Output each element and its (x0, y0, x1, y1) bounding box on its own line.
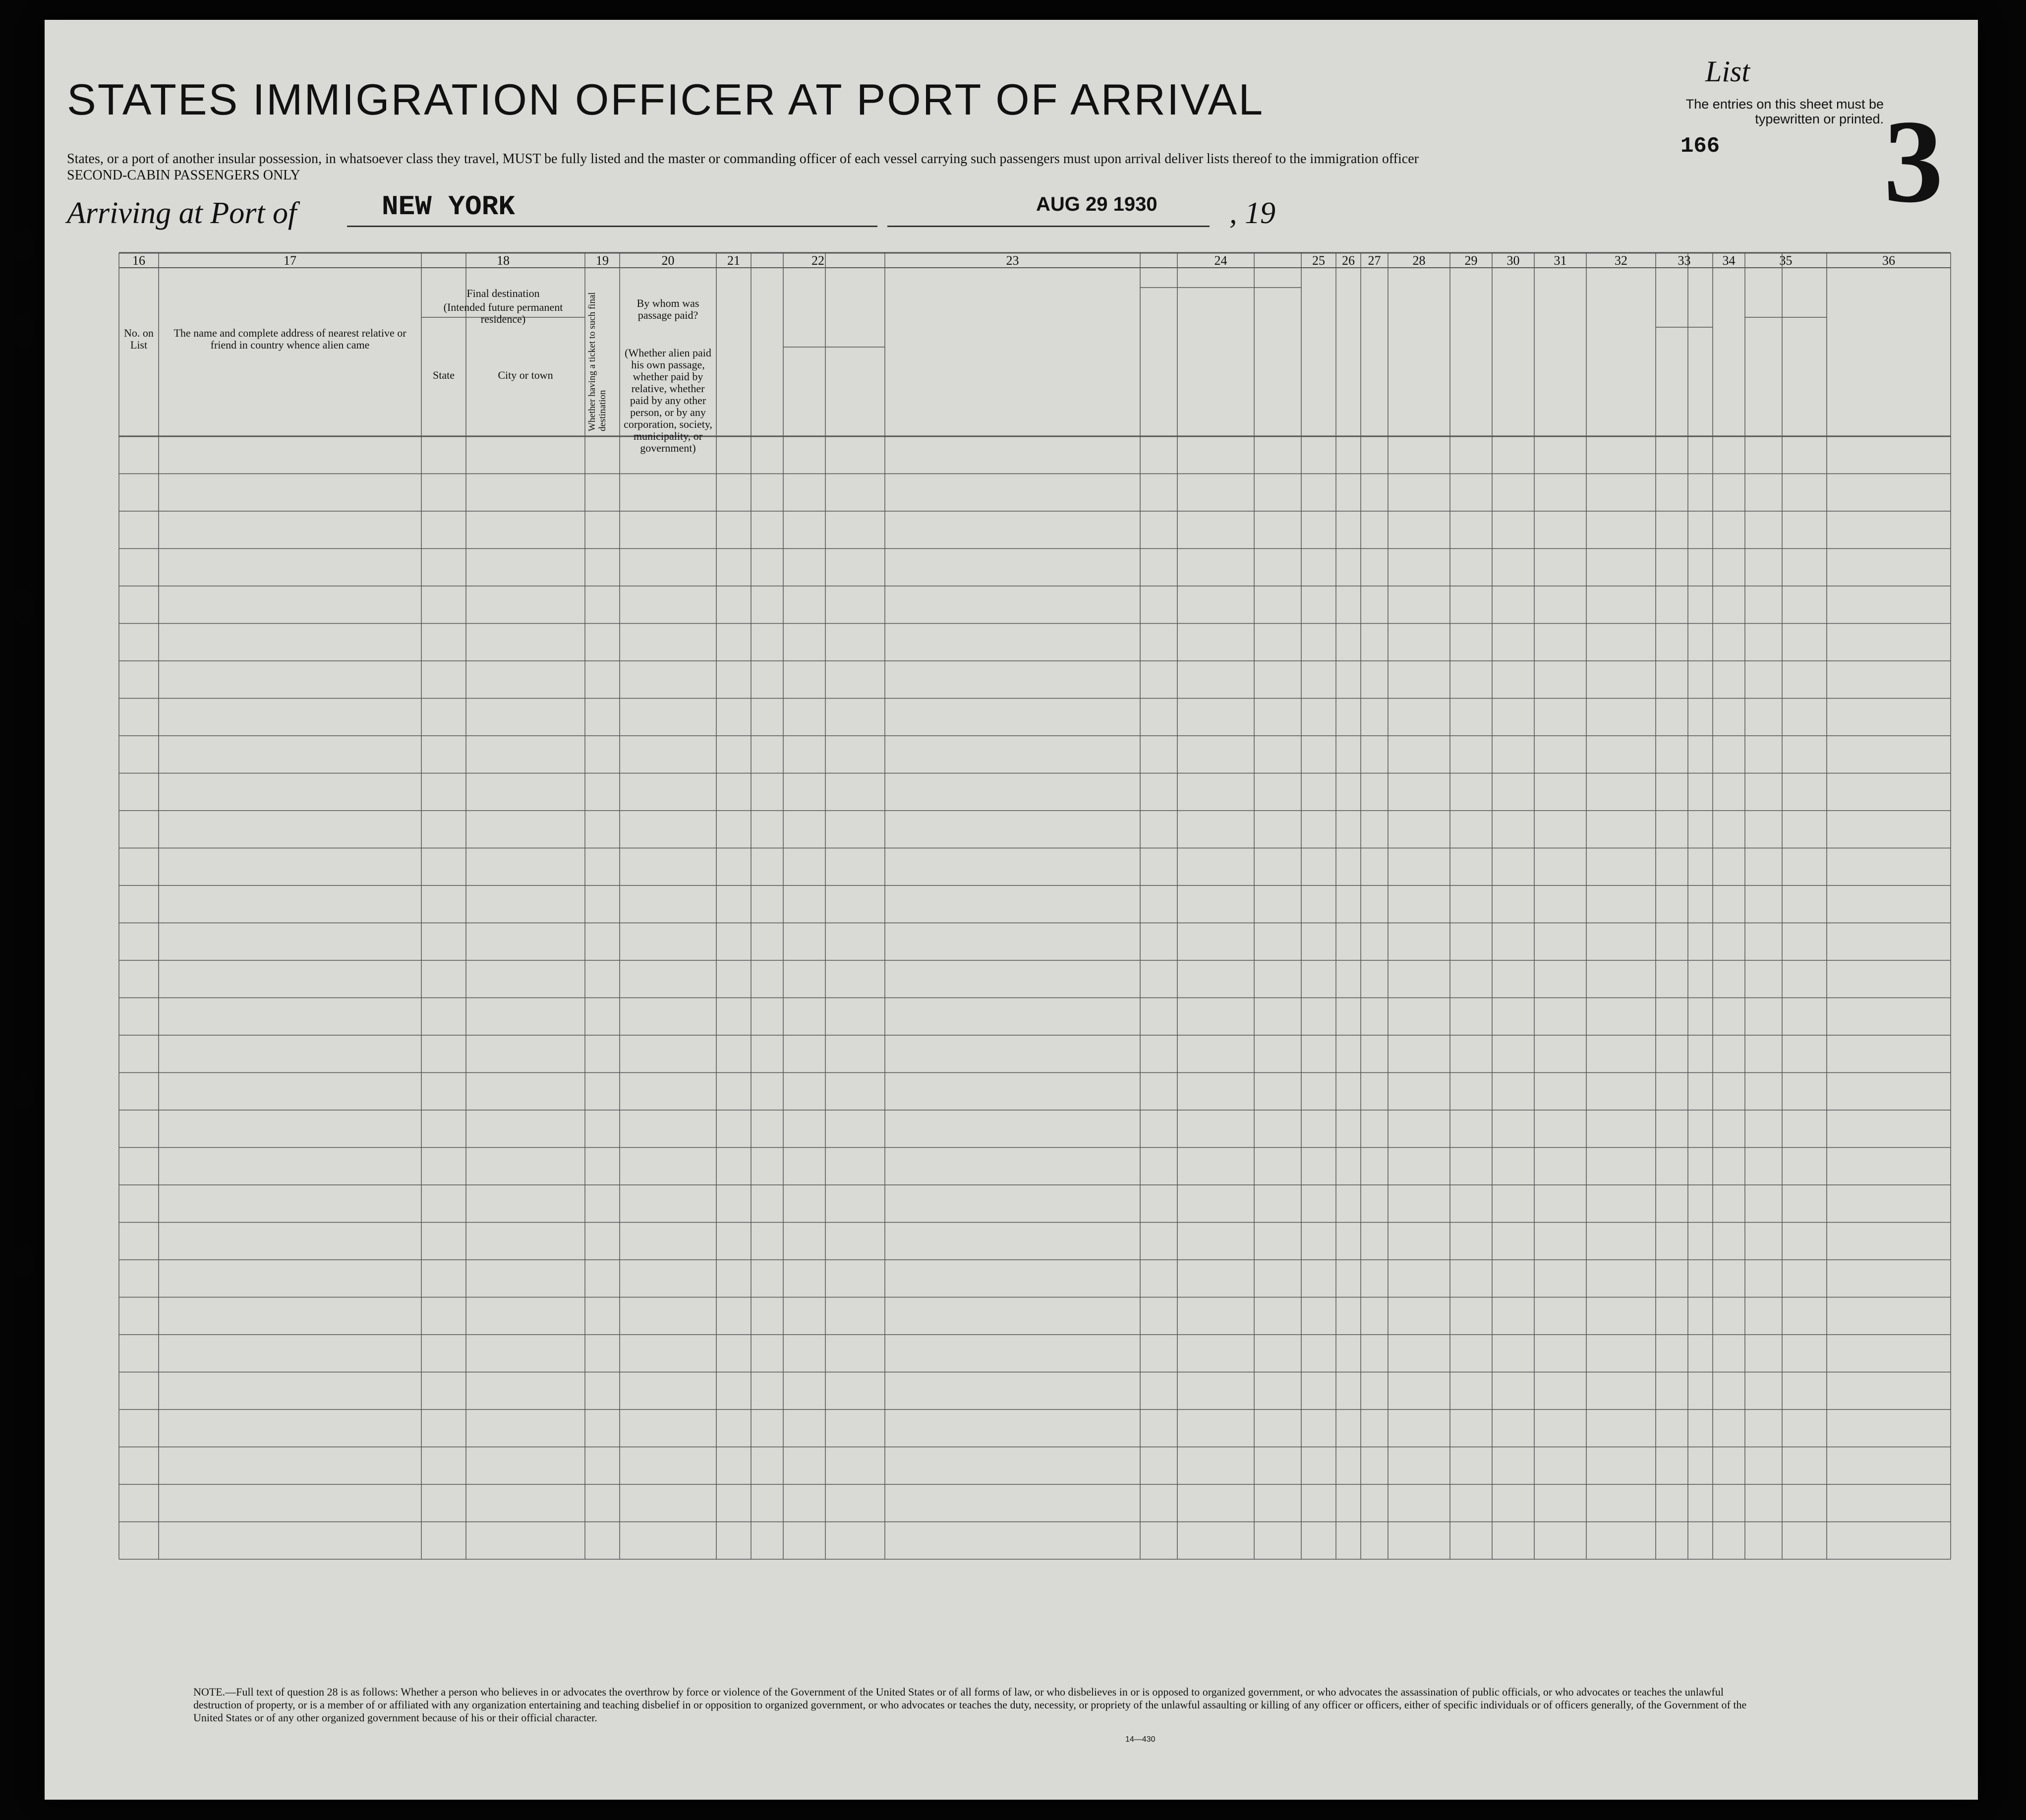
instruction-line: States, or a port of another insular possession, in whatsoever class they travel, MUST be fully listed and the master or commanding officer of each vessel carrying such passengers must upon arrival deliver lists thereof to the immigration officer (67, 151, 1419, 167)
column-number-30: 30 (1506, 253, 1520, 268)
year-prefix: , 19 (1229, 196, 1275, 230)
column-number-25: 25 (1312, 253, 1325, 268)
column-number-27: 27 (1368, 253, 1381, 268)
footnote: NOTE.—Full text of question 28 is as follows: Whether a person who believes in or advocates the overthrow by force or violence of the Government of the United States or of all forms of law, or who disbelieves in or is opposed to organized government, or who advocates the assassination of public officials, or who advocates or teaches the unlawful destruction of property, or is a member of or affiliated with any organization entertaining and teaching disbelief in or opposition to organized government, or who advocates or teaches the duty, necessity, or propriety of the unlawful assaulting or killing of any officer or officers, either of specific individuals or of officers generally, of the Government of the United States or of any other organized government because of his or their official character. (193, 1686, 1747, 1724)
header-destination-note: (Intended future permanent residence) (443, 301, 563, 325)
column-number-29: 29 (1464, 253, 1478, 268)
form-code: 14—430 (1125, 1735, 1156, 1744)
list-label: List (1705, 55, 1750, 88)
port-value: NEW YORK (382, 191, 515, 223)
column-number-23: 23 (1006, 253, 1019, 268)
list-number: 3 (1884, 95, 1943, 227)
column-number-22: 22 (811, 253, 824, 268)
header-list-number: No. on List (124, 327, 154, 351)
header-passage-paid: By whom was passage paid? (637, 297, 699, 321)
header-final-destination: Final destination (466, 287, 540, 299)
column-number-16: 16 (132, 253, 145, 268)
page-title: STATES IMMIGRATION OFFICER AT PORT OF ARRIVAL (67, 75, 1265, 124)
column-number-21: 21 (727, 253, 740, 268)
page-number: 166 (1680, 134, 1720, 159)
class-line: SECOND-CABIN PASSENGERS ONLY (67, 168, 300, 183)
column-number-17: 17 (284, 253, 296, 268)
date-stamp: AUG 29 1930 (1036, 193, 1158, 215)
header-state: State (433, 369, 455, 381)
column-number-35: 35 (1779, 253, 1793, 268)
header-passage-note: (Whether alien paid his own passage, whether paid by relative, whether paid by any other person, or by any corporation, society, municipality, or government) (624, 347, 712, 454)
header-city: City or town (498, 369, 553, 381)
column-number-34: 34 (1722, 253, 1736, 268)
column-number-20: 20 (661, 253, 675, 268)
column-number-33: 33 (1678, 253, 1691, 268)
column-number-24: 24 (1214, 253, 1227, 268)
list-note: The entries on this sheet must be typewritten or printed. (1685, 97, 1884, 126)
column-number-18: 18 (497, 253, 510, 268)
column-number-19: 19 (596, 253, 609, 268)
header-ticket: Whether having a ticket to such final destination (587, 292, 608, 431)
column-number-26: 26 (1342, 253, 1355, 268)
column-number-31: 31 (1554, 253, 1567, 268)
column-number-36: 36 (1882, 253, 1895, 268)
column-number-32: 32 (1615, 253, 1627, 268)
column-number-28: 28 (1412, 253, 1426, 268)
port-label: Arriving at Port of (67, 196, 297, 230)
header-nearest-relative: The name and complete address of nearest relative or friend in country whence alien came (174, 327, 406, 351)
